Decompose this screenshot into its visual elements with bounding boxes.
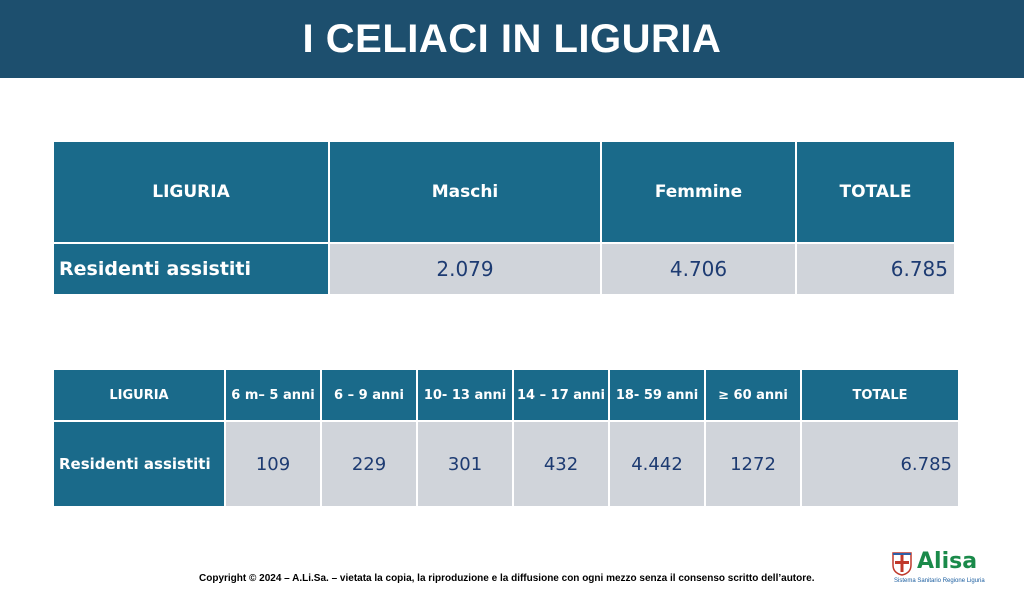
value-age-60-plus: 1272 xyxy=(706,422,800,506)
logo-name: Alisa xyxy=(917,549,978,574)
age-table xyxy=(52,368,960,508)
title-bar xyxy=(0,0,1024,78)
header-age-6m-5: 6 m– 5 anni xyxy=(226,370,320,420)
header-liguria: LIGURIA xyxy=(54,142,328,242)
header-maschi: Maschi xyxy=(330,142,600,242)
header-totale: TOTALE xyxy=(797,142,954,242)
table-header-row xyxy=(54,370,958,420)
alisa-logo xyxy=(892,549,992,585)
page-title: I CELIACI IN LIGURIA xyxy=(302,16,722,61)
logo-subtitle: Sistema Sanitario Regione Liguria xyxy=(894,578,985,584)
header-age-6-9: 6 – 9 anni xyxy=(322,370,416,420)
row-label: Residenti assistiti xyxy=(54,422,224,506)
value-age-10-13: 301 xyxy=(418,422,512,506)
row-label: Residenti assistiti xyxy=(54,244,328,294)
value-age-6-9: 229 xyxy=(322,422,416,506)
value-totale: 6.785 xyxy=(802,422,958,506)
header-age-14-17: 14 – 17 anni xyxy=(514,370,608,420)
header-liguria: LIGURIA xyxy=(54,370,224,420)
table-header-row xyxy=(54,142,954,242)
header-femmine: Femmine xyxy=(602,142,795,242)
value-age-6m-5: 109 xyxy=(226,422,320,506)
sex-table xyxy=(52,140,956,296)
value-age-14-17: 432 xyxy=(514,422,608,506)
header-totale: TOTALE xyxy=(802,370,958,420)
value-age-18-59: 4.442 xyxy=(610,422,704,506)
table-row xyxy=(54,244,954,294)
liguria-shield-icon xyxy=(892,552,912,576)
value-femmine: 4.706 xyxy=(602,244,795,294)
value-maschi: 2.079 xyxy=(330,244,600,294)
table-row xyxy=(54,422,958,506)
header-age-10-13: 10- 13 anni xyxy=(418,370,512,420)
copyright-footer: Copyright © 2024 – A.Li.Sa. – vietata la copia, la riproduzione e la diffusione con ogni mezzo senza il consenso scritto dell’autore. xyxy=(199,573,815,584)
header-age-18-59: 18- 59 anni xyxy=(610,370,704,420)
header-age-60-plus: ≥ 60 anni xyxy=(706,370,800,420)
value-totale: 6.785 xyxy=(797,244,954,294)
